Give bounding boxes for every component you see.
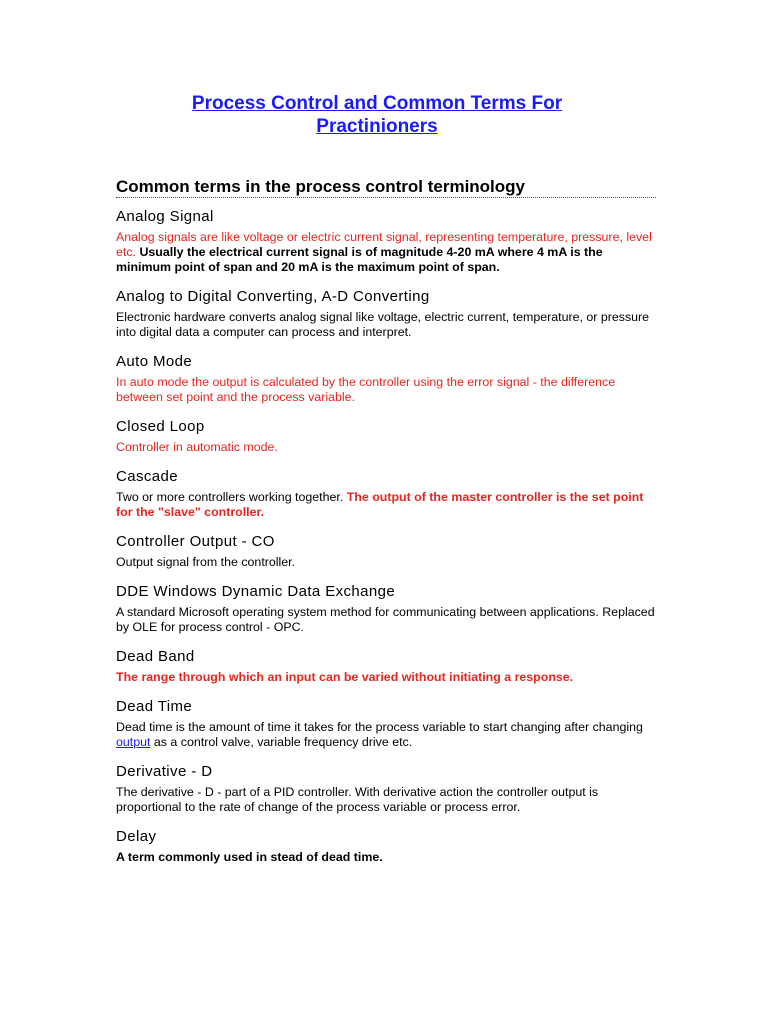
term-definition: The range through which an input can be varied without initiating a response.: [116, 670, 574, 684]
term-cascade: [116, 467, 656, 520]
term-definition: [116, 490, 656, 520]
term-heading: Dead Time: [116, 698, 193, 715]
term-dead-time: [116, 697, 656, 750]
definition-text-before: Dead time is the amount of time it takes for the process variable to start changing after changing: [116, 720, 643, 734]
term-definition: Electronic hardware converts analog signal like voltage, electric current, temperature, or pressure into digital data a computer can process and interpret.: [116, 310, 650, 339]
term-closed-loop: [116, 417, 656, 455]
term-heading: DDE Windows Dynamic Data Exchange: [116, 583, 396, 600]
term-heading: Controller Output - CO: [116, 533, 275, 550]
term-definition: The derivative - D - part of a PID controller. With derivative action the controller output is proportional to the rate of change of the process variable or process error.: [116, 785, 599, 814]
term-definition: Controller in automatic mode.: [116, 440, 278, 454]
term-heading: Derivative - D: [116, 763, 213, 780]
term-analog-signal: [116, 207, 656, 275]
term-definition: A term commonly used in stead of dead time.: [116, 850, 383, 864]
section-heading: Common terms in the process control terminology: [116, 176, 656, 198]
term-delay: [116, 827, 656, 865]
title-link[interactable]: [192, 93, 562, 137]
title-line-1: Process Control and Common Terms For: [191, 93, 563, 114]
term-heading: Cascade: [116, 468, 179, 485]
term-auto-mode: [116, 352, 656, 405]
term-derivative: [116, 762, 656, 815]
term-definition: Output signal from the controller.: [116, 555, 296, 569]
term-definition: [116, 720, 656, 750]
term-heading: Analog Signal: [116, 208, 214, 225]
document-page: [116, 92, 656, 865]
definition-red-text: Analog signals are like voltage or electric current signal, representing temperature, pressure, level etc.: [116, 230, 652, 259]
definition-red-bold-text: The output of the master controller is the set point for the "slave" controller.: [116, 490, 644, 519]
term-heading: Dead Band: [116, 648, 195, 665]
term-definition: [116, 230, 656, 275]
definition-plain-text: Two or more controllers working together.: [116, 490, 344, 504]
term-dead-band: [116, 647, 656, 685]
page-title: [112, 92, 656, 138]
output-link[interactable]: output: [116, 735, 151, 749]
term-heading: Analog to Digital Converting, A-D Converting: [116, 288, 430, 305]
title-line-2: Practinioners: [316, 116, 438, 137]
term-definition: In auto mode the output is calculated by the controller using the error signal - the difference between set point and the process variable.: [116, 375, 616, 404]
term-analog-to-digital: [116, 287, 656, 340]
definition-bold-text: Usually the electrical current signal is of magnitude 4-20 mA where 4 mA is the minimum point of span and 20 mA is the maximum point of span.: [116, 245, 603, 274]
term-definition: A standard Microsoft operating system method for communicating between applications. Replaced by OLE for process control - OPC.: [116, 605, 655, 634]
term-dde: [116, 582, 656, 635]
term-heading: Closed Loop: [116, 418, 205, 435]
term-controller-output: [116, 532, 656, 570]
term-heading: Auto Mode: [116, 353, 193, 370]
term-heading: Delay: [116, 828, 157, 845]
definition-text-after: as a control valve, variable frequency drive etc.: [153, 735, 413, 749]
